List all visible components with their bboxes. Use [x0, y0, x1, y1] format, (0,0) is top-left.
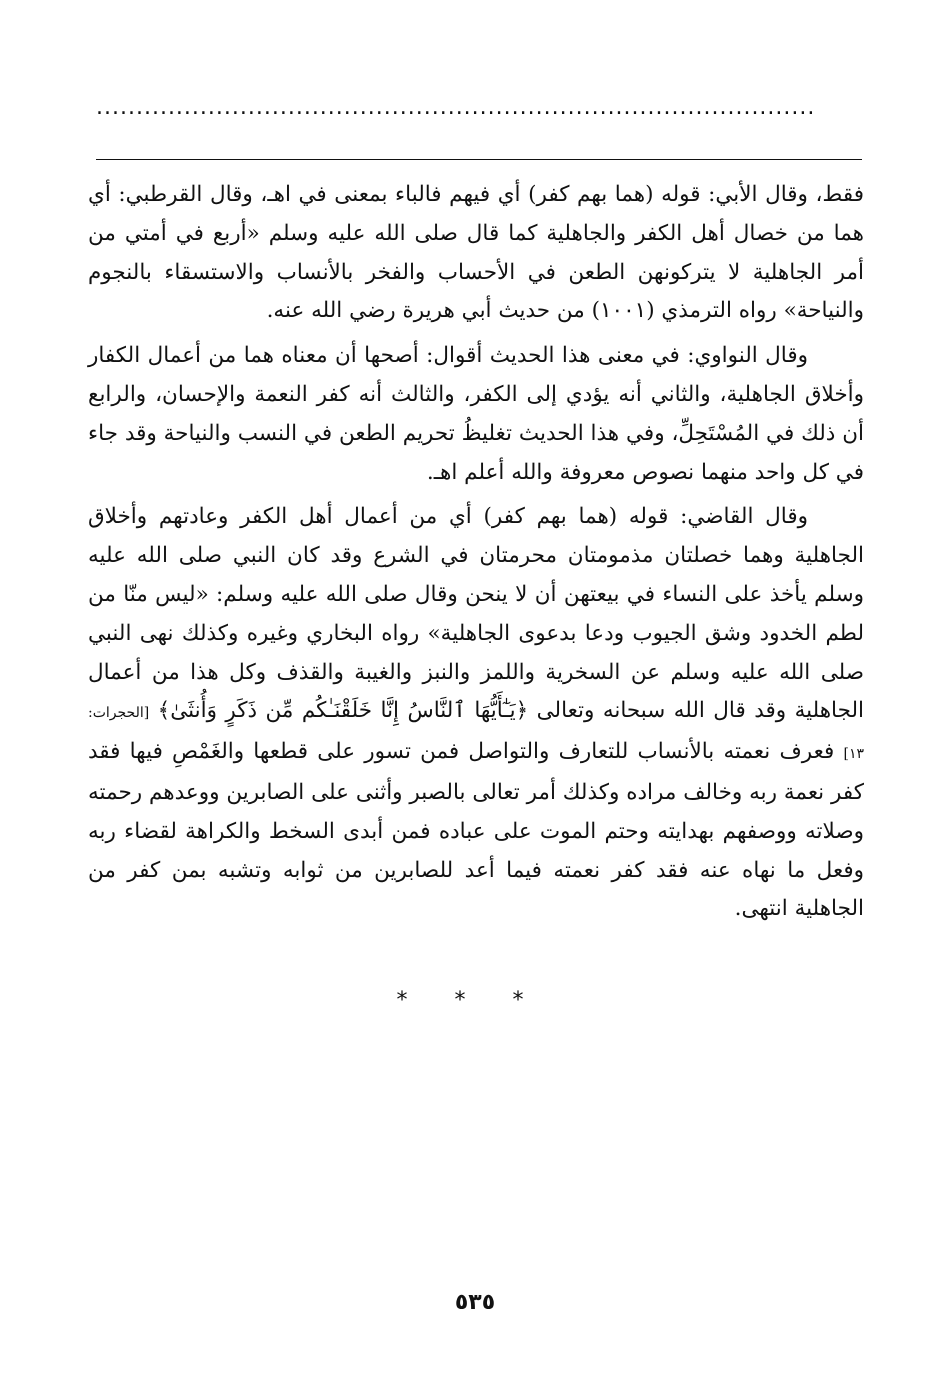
- paragraph-1: فقط، وقال الأبي: قوله (هما بهم كفر) أي فيهم فالباء بمعنى في اهـ، وقال القرطبي: أي هما من خصال أهل الكفر والجاهلية كما قال صلى الله عليه وسلم «أربع في أمتي من أمر الجاهلية لا يتركونهن الطعن في الأحساب والفخر بالأنساب والاستسقاء بالنجوم والنياحة» رواه الترمذي (١٠٠١) من حديث أبي هريرة رضي الله عنه.: [88, 182, 864, 324]
- paragraph-2: وقال النواوي: في معنى هذا الحديث أقوال: أصحها أن معناه هما من أعمال الكفار وأخلاق الجاهلية، والثاني أنه يؤدي إلى الكفر، والثالث أنه كفر النعمة والإحسان، والرابع أن ذلك في المُسْتَحِلِّ، وفي هذا الحديث تغليظُ تحريم الطعن في النسب والنياحة وقد جاء في كل واحد منهما نصوص معروفة والله أعلم اهـ.: [88, 343, 864, 485]
- paragraph-3-text-before-ref: وقال القاضي: قوله (هما بهم كفر) أي من أعمال أهل الكفر وعادتهم وأخلاق الجاهلية وهما خصلتان مذمومتان محرمتان في الشرع وقد كان النبي صلى الله عليه وسلم يأخذ على النساء في بيعتهن أن لا ينحن وقال صلى الله عليه وسلم: «ليس منّا من لطم الخدود وشق الجيوب ودعا بدعوى الجاهلية» رواه البخاري وغيره وكذلك نهى النبي صلى الله عليه وسلم عن السخرية واللمز والنبز والغيبة والقذف وكل هذا من أعمال الجاهلية وقد قال الله سبحانه وتعالى ﴿يَـٰٓأَيُّهَا ٱلنَّاسُ إِنَّا خَلَقْنَـٰكُم مِّن ذَكَرٍ وَأُنثَىٰ﴾: [88, 504, 864, 724]
- paragraph-3: [88, 498, 864, 929]
- footnote-separator: ..........................................................................................: [96, 98, 816, 118]
- horizontal-rule: [96, 159, 862, 160]
- paragraph-3-text-after-ref: فعرف نعمته بالأنساب للتعارف والتواصل فمن تسور على قطعها والغَمْصِ فيها فقد كفر نعمة ربه وخالف مراده وكذلك أمر تعالى بالصبر وأثنى على الصابرين ووعدهم رحمته وصلاته ووصفهم بهدايته وحتم الموت على عباده فمن أبدى السخط والكراهة لقضاء ربه وفعل ما نهاه عنه فقد كفر نعمته فيما أعد للصابرين من ثوابه وتشبه بمن كفر من الجاهلية انتهى.: [88, 739, 864, 922]
- quran-reference: [الحجرات: ١٣]: [88, 705, 864, 763]
- main-text: [88, 176, 864, 996]
- section-divider: * * *: [396, 988, 544, 1013]
- page-number: ٥٣٥: [454, 1290, 496, 1315]
